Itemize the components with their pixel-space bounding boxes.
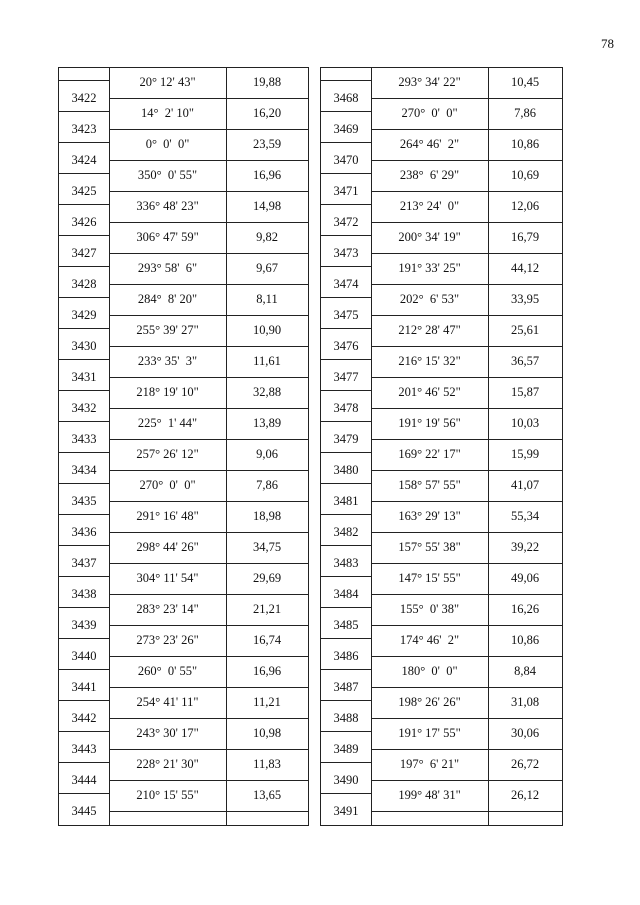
point-divider	[321, 452, 371, 453]
point-divider	[321, 607, 371, 608]
row-divider	[371, 284, 562, 285]
row-divider	[371, 222, 562, 223]
distance-value: 41,07	[510, 478, 540, 492]
row-divider	[109, 656, 308, 657]
point-divider	[59, 545, 109, 546]
point-number: 3436	[71, 525, 97, 539]
right-coordinate-table	[320, 67, 563, 826]
point-divider	[59, 297, 109, 298]
direction-angle: 260° 0' 55"	[137, 664, 198, 678]
row-divider	[109, 408, 308, 409]
direction-angle: 157° 55' 38"	[398, 540, 461, 554]
point-number: 3470	[333, 153, 359, 167]
direction-angle: 174° 46' 2"	[399, 633, 460, 647]
direction-angle: 191° 33' 25"	[398, 261, 461, 275]
point-number: 3487	[333, 680, 359, 694]
direction-angle: 14° 2' 10"	[141, 106, 194, 120]
row-divider	[109, 284, 308, 285]
distance-value: 36,57	[510, 354, 540, 368]
distance-value: 19,88	[252, 75, 282, 89]
point-number: 3444	[71, 773, 97, 787]
row-divider	[371, 594, 562, 595]
row-divider	[371, 687, 562, 688]
point-number: 3480	[333, 463, 359, 477]
point-divider	[59, 514, 109, 515]
point-number: 3443	[71, 742, 97, 756]
distance-value: 26,12	[510, 788, 540, 802]
point-number: 3440	[71, 649, 97, 663]
row-divider	[371, 749, 562, 750]
point-number: 3441	[71, 680, 97, 694]
point-number: 3430	[71, 339, 97, 353]
row-divider	[109, 749, 308, 750]
row-divider	[371, 501, 562, 502]
distance-value: 10,98	[252, 726, 282, 740]
distance-value: 9,82	[256, 230, 278, 244]
distance-value: 39,22	[510, 540, 540, 554]
direction-angle: 169° 22' 17"	[398, 447, 461, 461]
point-number: 3477	[333, 370, 359, 384]
row-divider	[371, 377, 562, 378]
distance-value: 10,86	[510, 633, 540, 647]
point-divider	[59, 142, 109, 143]
point-number: 3431	[71, 370, 97, 384]
point-number: 3445	[71, 804, 97, 818]
direction-angle: 202° 6' 53"	[399, 292, 460, 306]
direction-angle: 284° 8' 20"	[137, 292, 198, 306]
distance-value: 15,87	[510, 385, 540, 399]
row-divider	[371, 191, 562, 192]
direction-angle: 264° 46' 2"	[399, 137, 460, 151]
point-number: 3427	[71, 246, 97, 260]
point-number: 3437	[71, 556, 97, 570]
distance-value: 16,79	[510, 230, 540, 244]
point-number: 3426	[71, 215, 97, 229]
point-number: 3472	[333, 215, 359, 229]
distance-value: 18,98	[252, 509, 282, 523]
direction-angle: 228° 21' 30"	[136, 757, 199, 771]
point-divider	[321, 669, 371, 670]
distance-value: 10,86	[510, 137, 540, 151]
point-divider	[321, 700, 371, 701]
point-number: 3481	[333, 494, 359, 508]
point-number: 3429	[71, 308, 97, 322]
distance-value: 31,08	[510, 695, 540, 709]
distance-value: 55,34	[510, 509, 540, 523]
point-number: 3471	[333, 184, 359, 198]
point-divider	[321, 421, 371, 422]
point-number: 3479	[333, 432, 359, 446]
distance-value: 29,69	[252, 571, 282, 585]
direction-angle: 197° 6' 21"	[399, 757, 460, 771]
point-number: 3469	[333, 122, 359, 136]
left-coordinate-table	[58, 67, 309, 826]
point-divider	[321, 638, 371, 639]
row-divider	[371, 532, 562, 533]
direction-angle: 155° 0' 38"	[399, 602, 460, 616]
distance-value: 30,06	[510, 726, 540, 740]
distance-value: 44,12	[510, 261, 540, 275]
distance-value: 8,84	[514, 664, 536, 678]
point-divider	[321, 80, 371, 81]
direction-angle: 191° 17' 55"	[398, 726, 461, 740]
direction-angle: 0° 0' 0"	[145, 137, 190, 151]
point-number: 3428	[71, 277, 97, 291]
row-divider	[109, 563, 308, 564]
point-number: 3423	[71, 122, 97, 136]
point-divider	[59, 483, 109, 484]
row-divider	[109, 625, 308, 626]
point-divider	[59, 700, 109, 701]
distance-value: 10,90	[252, 323, 282, 337]
row-divider	[371, 718, 562, 719]
distance-value: 16,96	[252, 664, 282, 678]
distance-value: 11,61	[253, 354, 281, 368]
distance-value: 7,86	[514, 106, 536, 120]
point-number: 3474	[333, 277, 359, 291]
direction-angle: 180° 0' 0"	[401, 664, 458, 678]
point-number: 3442	[71, 711, 97, 725]
point-divider	[321, 266, 371, 267]
point-divider	[59, 793, 109, 794]
direction-angle: 306° 47' 59"	[136, 230, 199, 244]
point-number: 3424	[71, 153, 97, 167]
point-number: 3484	[333, 587, 359, 601]
direction-angle: 293° 58' 6"	[137, 261, 198, 275]
point-number: 3438	[71, 587, 97, 601]
row-divider	[109, 501, 308, 502]
direction-angle: 233° 35' 3"	[137, 354, 198, 368]
distance-value: 13,89	[252, 416, 282, 430]
direction-angle: 200° 34' 19"	[398, 230, 461, 244]
row-divider	[109, 780, 308, 781]
distance-value: 10,03	[510, 416, 540, 430]
row-divider	[371, 129, 562, 130]
point-divider	[321, 297, 371, 298]
point-number: 3476	[333, 339, 359, 353]
point-divider	[59, 111, 109, 112]
direction-angle: 198° 26' 26"	[398, 695, 461, 709]
distance-value: 16,20	[252, 106, 282, 120]
row-divider	[109, 222, 308, 223]
point-divider	[321, 235, 371, 236]
point-divider	[59, 235, 109, 236]
row-divider	[371, 563, 562, 564]
direction-angle: 218° 19' 10"	[136, 385, 199, 399]
row-divider	[371, 811, 562, 812]
direction-angle: 238° 6' 29"	[399, 168, 460, 182]
point-number: 3422	[71, 91, 97, 105]
point-divider	[59, 607, 109, 608]
point-divider	[59, 204, 109, 205]
row-divider	[371, 315, 562, 316]
row-divider	[371, 98, 562, 99]
point-divider	[59, 328, 109, 329]
point-divider	[321, 328, 371, 329]
point-number: 3490	[333, 773, 359, 787]
distance-value: 32,88	[252, 385, 282, 399]
point-divider	[321, 142, 371, 143]
direction-angle: 191° 19' 56"	[398, 416, 461, 430]
point-divider	[321, 204, 371, 205]
row-divider	[371, 439, 562, 440]
point-number: 3432	[71, 401, 97, 415]
distance-value: 33,95	[510, 292, 540, 306]
row-divider	[109, 532, 308, 533]
point-divider	[59, 421, 109, 422]
point-number: 3439	[71, 618, 97, 632]
point-number: 3488	[333, 711, 359, 725]
row-divider	[109, 98, 308, 99]
distance-value: 8,11	[256, 292, 278, 306]
distance-value: 7,86	[256, 478, 278, 492]
direction-angle: 293° 34' 22"	[398, 75, 461, 89]
row-divider	[109, 160, 308, 161]
direction-angle: 283° 23' 14"	[136, 602, 199, 616]
row-divider	[371, 160, 562, 161]
point-number: 3489	[333, 742, 359, 756]
row-divider	[109, 253, 308, 254]
row-divider	[371, 625, 562, 626]
point-number: 3482	[333, 525, 359, 539]
point-divider	[59, 266, 109, 267]
distance-value: 23,59	[252, 137, 282, 151]
direction-angle: 254° 41' 11"	[136, 695, 199, 709]
direction-angle: 243° 30' 17"	[136, 726, 199, 740]
distance-value: 15,99	[510, 447, 540, 461]
distance-value: 34,75	[252, 540, 282, 554]
distance-value: 49,06	[510, 571, 540, 585]
direction-angle: 270° 0' 0"	[401, 106, 458, 120]
point-divider	[321, 793, 371, 794]
point-divider	[321, 173, 371, 174]
point-divider	[59, 638, 109, 639]
direction-angle: 291° 16' 48"	[136, 509, 199, 523]
direction-angle: 213° 24' 0"	[399, 199, 460, 213]
point-divider	[321, 483, 371, 484]
distance-value: 14,98	[252, 199, 282, 213]
point-divider	[59, 762, 109, 763]
point-divider	[59, 390, 109, 391]
point-number: 3475	[333, 308, 359, 322]
row-divider	[109, 315, 308, 316]
point-number: 3473	[333, 246, 359, 260]
direction-angle: 20° 12' 43"	[139, 75, 196, 89]
direction-angle: 216° 15' 32"	[398, 354, 461, 368]
distance-value: 16,74	[252, 633, 282, 647]
point-divider	[59, 359, 109, 360]
distance-value: 16,96	[252, 168, 282, 182]
direction-angle: 257° 26' 12"	[136, 447, 199, 461]
distance-value: 21,21	[252, 602, 282, 616]
point-divider	[321, 390, 371, 391]
direction-angle: 147° 15' 55"	[398, 571, 461, 585]
point-divider	[321, 359, 371, 360]
point-number: 3434	[71, 463, 97, 477]
distance-value: 9,06	[256, 447, 278, 461]
direction-angle: 212° 28' 47"	[398, 323, 461, 337]
direction-angle: 336° 48' 23"	[136, 199, 199, 213]
row-divider	[371, 346, 562, 347]
distance-value: 10,45	[510, 75, 540, 89]
row-divider	[371, 470, 562, 471]
row-divider	[109, 377, 308, 378]
distance-value: 26,72	[510, 757, 540, 771]
direction-angle: 255° 39' 27"	[136, 323, 199, 337]
distance-value: 12,06	[510, 199, 540, 213]
distance-value: 16,26	[510, 602, 540, 616]
point-divider	[59, 173, 109, 174]
point-divider	[59, 452, 109, 453]
direction-angle: 199° 48' 31"	[398, 788, 461, 802]
row-divider	[371, 656, 562, 657]
row-divider	[109, 191, 308, 192]
row-divider	[109, 439, 308, 440]
distance-value: 13,65	[252, 788, 282, 802]
point-number: 3491	[333, 804, 359, 818]
row-divider	[109, 470, 308, 471]
distance-value: 11,21	[253, 695, 281, 709]
point-number: 3478	[333, 401, 359, 415]
row-divider	[109, 594, 308, 595]
direction-angle: 225° 1' 44"	[137, 416, 198, 430]
point-divider	[321, 514, 371, 515]
distance-value: 25,61	[510, 323, 540, 337]
point-divider	[59, 576, 109, 577]
direction-angle: 304° 11' 54"	[136, 571, 199, 585]
point-divider	[321, 731, 371, 732]
point-divider	[321, 111, 371, 112]
point-number: 3486	[333, 649, 359, 663]
point-divider	[59, 80, 109, 81]
direction-angle: 163° 29' 13"	[398, 509, 461, 523]
point-number: 3485	[333, 618, 359, 632]
point-number: 3468	[333, 91, 359, 105]
point-divider	[321, 576, 371, 577]
distance-value: 11,83	[253, 757, 281, 771]
point-number: 3425	[71, 184, 97, 198]
distance-value: 9,67	[256, 261, 278, 275]
row-divider	[109, 346, 308, 347]
point-number: 3483	[333, 556, 359, 570]
direction-angle: 298° 44' 26"	[136, 540, 199, 554]
row-divider	[371, 408, 562, 409]
row-divider	[109, 129, 308, 130]
point-divider	[59, 731, 109, 732]
row-divider	[109, 687, 308, 688]
point-divider	[321, 545, 371, 546]
direction-angle: 210° 15' 55"	[136, 788, 199, 802]
point-divider	[59, 669, 109, 670]
direction-angle: 270° 0' 0"	[139, 478, 196, 492]
distance-value: 10,69	[510, 168, 540, 182]
point-number: 3433	[71, 432, 97, 446]
direction-angle: 350° 0' 55"	[137, 168, 198, 182]
point-divider	[321, 762, 371, 763]
row-divider	[109, 811, 308, 812]
direction-angle: 158° 57' 55"	[398, 478, 461, 492]
direction-angle: 201° 46' 52"	[398, 385, 461, 399]
row-divider	[371, 780, 562, 781]
row-divider	[109, 718, 308, 719]
row-divider	[371, 253, 562, 254]
direction-angle: 273° 23' 26"	[136, 633, 199, 647]
page-number: 78	[601, 36, 614, 51]
point-number: 3435	[71, 494, 97, 508]
